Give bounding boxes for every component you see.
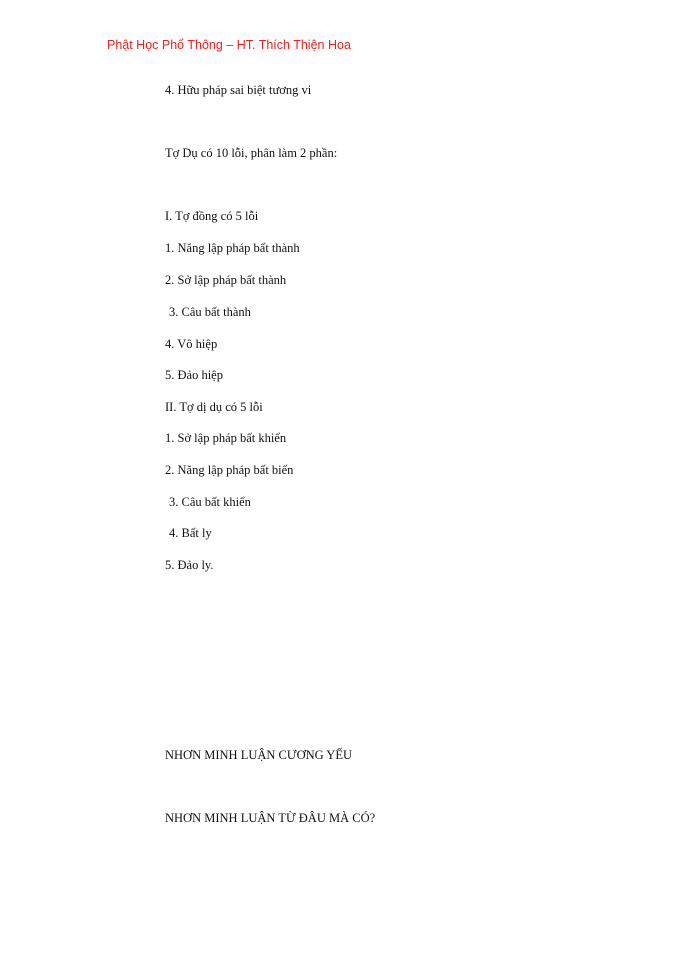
text-line-to-du-intro: Tợ Dụ có 10 lỗi, phân làm 2 phần: [165,146,338,160]
list-item: 1. Sở lập pháp bất khiển [165,431,287,445]
running-header: Phật Học Phổ Thông – HT. Thích Thiện Hoa [107,38,351,52]
list-item: 1. Năng lập pháp bất thành [165,241,300,255]
chapter-subtitle: NHƠN MINH LUẬN TỪ ĐÂU MÀ CÓ? [165,811,376,825]
list-item: 5. Đảo hiệp [165,368,223,382]
section-heading-to-dong: I. Tợ đồng có 5 lỗi [165,209,259,223]
list-item: 4. Bất ly [169,526,212,540]
chapter-title: NHƠN MINH LUẬN CƯƠNG YẾU [165,748,352,762]
list-item: 3. Câu bất thành [169,305,251,319]
list-item: 2. Sở lập pháp bất thành [165,273,287,287]
text-line-huu-phap: 4. Hữu pháp sai biệt tương vi [165,83,312,97]
list-item: 2. Năng lập pháp bất biến [165,463,294,477]
list-item: 3. Câu bất khiển [169,495,251,509]
list-item: 4. Vô hiệp [165,337,218,351]
list-item: 5. Đảo ly. [165,558,214,572]
section-heading-to-di-du: II. Tợ dị dụ có 5 lỗi [165,400,263,414]
